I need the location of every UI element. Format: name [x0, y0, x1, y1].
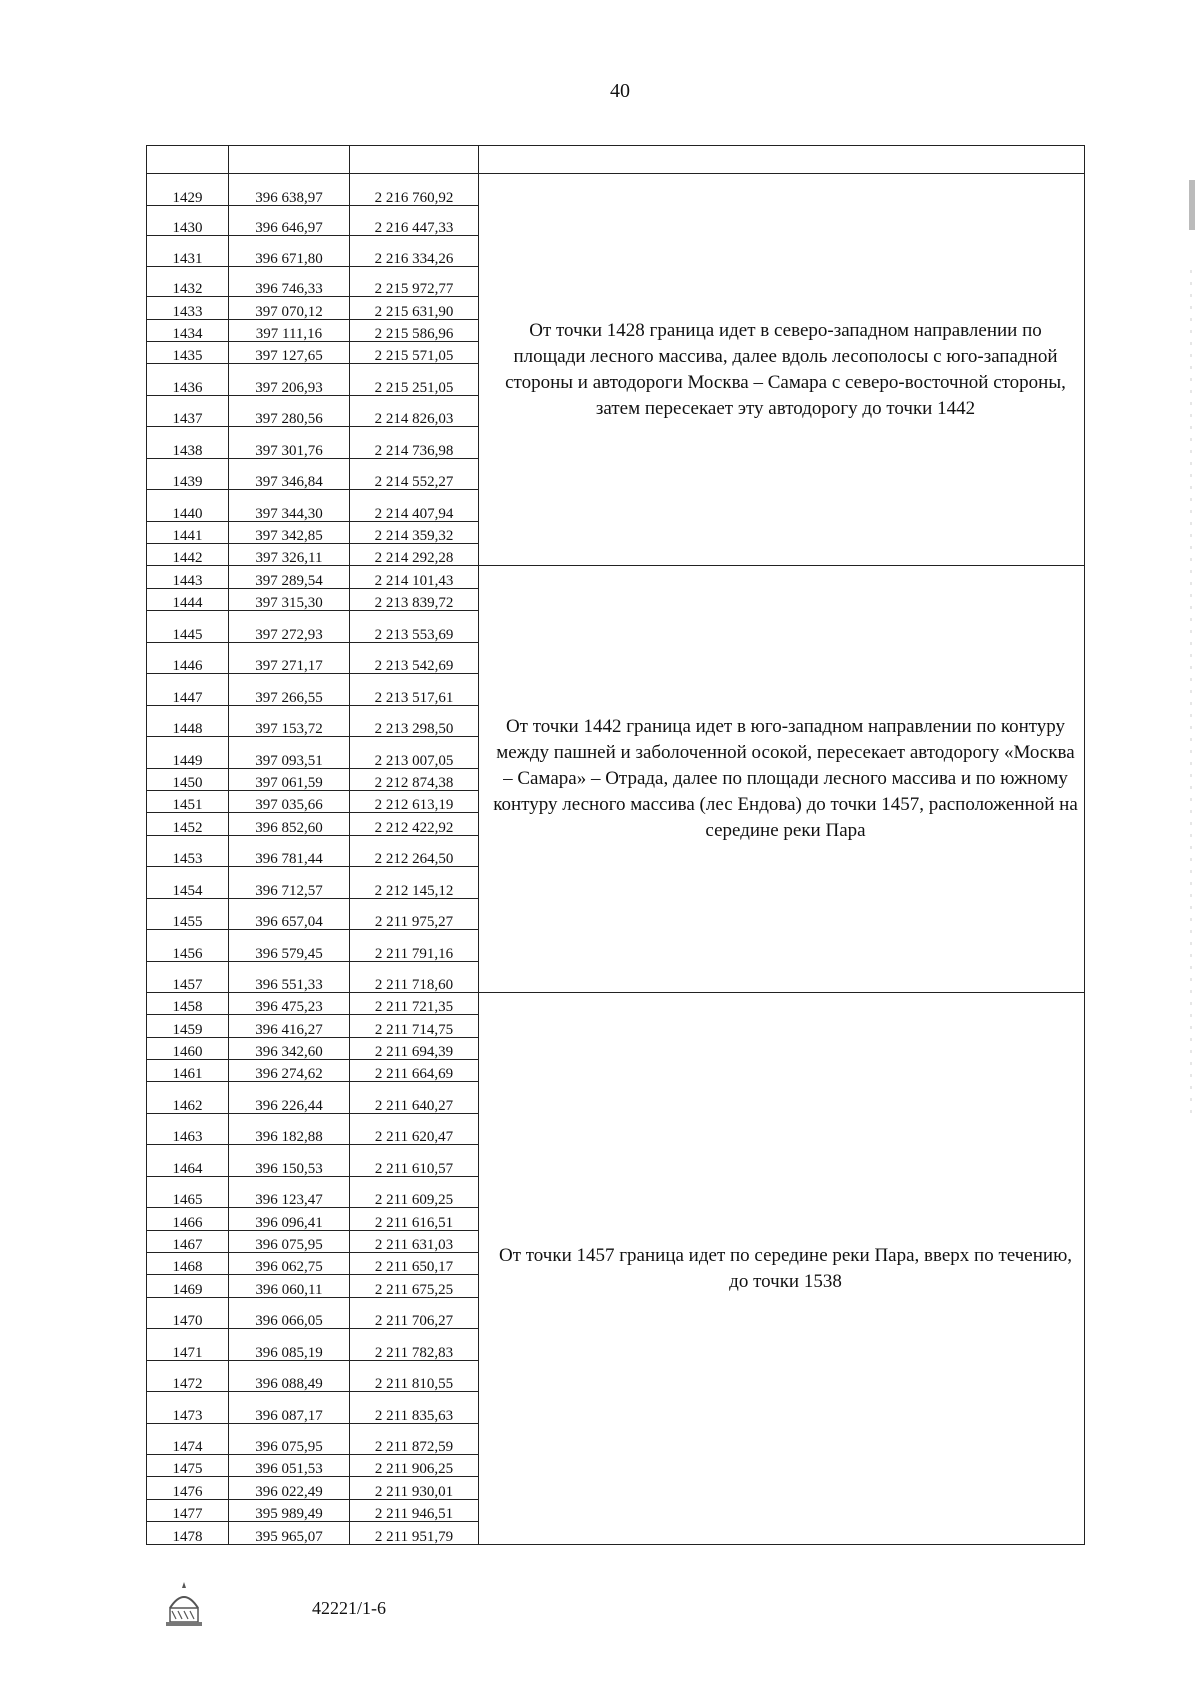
point-number-cell: 1475 [147, 1455, 229, 1477]
point-number-cell: 1447 [147, 674, 229, 705]
point-number-cell: 1432 [147, 266, 229, 296]
y-coordinate-cell: 2 213 007,05 [350, 737, 479, 768]
y-coordinate-cell: 2 211 650,17 [350, 1253, 479, 1275]
x-coordinate-cell: 396 088,49 [229, 1360, 350, 1391]
x-coordinate-cell: 397 127,65 [229, 342, 350, 364]
point-number-cell: 1452 [147, 813, 229, 835]
point-number-cell: 1444 [147, 588, 229, 610]
x-coordinate-cell: 397 301,76 [229, 427, 350, 458]
x-coordinate-cell: 396 022,49 [229, 1477, 350, 1499]
x-coordinate-cell: 396 075,95 [229, 1423, 350, 1454]
x-coordinate-cell: 396 087,17 [229, 1392, 350, 1423]
x-coordinate-cell: 397 344,30 [229, 490, 350, 521]
point-number-cell: 1476 [147, 1477, 229, 1499]
x-coordinate-cell: 396 062,75 [229, 1253, 350, 1275]
point-number-cell: 1449 [147, 737, 229, 768]
y-coordinate-cell: 2 213 553,69 [350, 611, 479, 642]
x-coordinate-cell: 396 671,80 [229, 236, 350, 266]
point-number-cell: 1441 [147, 521, 229, 543]
x-coordinate-cell: 396 075,95 [229, 1230, 350, 1252]
point-number-cell: 1468 [147, 1253, 229, 1275]
point-number-cell: 1443 [147, 566, 229, 588]
y-coordinate-cell: 2 214 101,43 [350, 566, 479, 588]
x-coordinate-cell: 397 206,93 [229, 364, 350, 395]
point-number-cell: 1437 [147, 395, 229, 426]
point-number-cell: 1474 [147, 1423, 229, 1454]
y-coordinate-cell: 2 211 694,39 [350, 1037, 479, 1059]
x-coordinate-cell: 397 093,51 [229, 737, 350, 768]
y-coordinate-cell: 2 211 640,27 [350, 1082, 479, 1113]
y-coordinate-cell: 2 215 631,90 [350, 297, 479, 319]
y-coordinate-cell: 2 211 620,47 [350, 1113, 479, 1144]
y-coordinate-cell: 2 213 542,69 [350, 642, 479, 673]
y-coordinate-cell: 2 211 951,79 [350, 1522, 479, 1545]
boundary-description-cell: От точки 1457 граница идет по середине реки Пара, вверх по течению, до точки 1538 [479, 993, 1085, 1545]
y-coordinate-cell: 2 211 675,25 [350, 1275, 479, 1297]
point-number-cell: 1453 [147, 835, 229, 866]
point-number-cell: 1448 [147, 705, 229, 736]
point-number-cell: 1450 [147, 768, 229, 790]
table-row [147, 993, 1085, 1015]
y-coordinate-cell: 2 215 586,96 [350, 319, 479, 341]
y-coordinate-cell: 2 216 447,33 [350, 205, 479, 235]
x-coordinate-cell: 396 123,47 [229, 1176, 350, 1207]
x-coordinate-cell: 396 096,41 [229, 1208, 350, 1230]
x-coordinate-cell: 396 226,44 [229, 1082, 350, 1113]
point-number-cell: 1429 [147, 174, 229, 205]
y-coordinate-cell: 2 211 718,60 [350, 961, 479, 992]
x-coordinate-cell: 396 646,97 [229, 205, 350, 235]
point-number-cell: 1454 [147, 867, 229, 898]
point-number-cell: 1436 [147, 364, 229, 395]
x-coordinate-cell: 396 638,97 [229, 174, 350, 205]
y-coordinate-cell: 2 213 298,50 [350, 705, 479, 736]
y-coordinate-cell: 2 214 407,94 [350, 490, 479, 521]
point-number-cell: 1466 [147, 1208, 229, 1230]
x-coordinate-cell: 397 111,16 [229, 319, 350, 341]
x-coordinate-cell: 396 712,57 [229, 867, 350, 898]
y-coordinate-cell: 2 211 631,03 [350, 1230, 479, 1252]
y-coordinate-cell: 2 214 359,32 [350, 521, 479, 543]
y-coordinate-cell: 2 211 835,63 [350, 1392, 479, 1423]
y-coordinate-cell: 2 213 839,72 [350, 588, 479, 610]
x-coordinate-cell: 397 153,72 [229, 705, 350, 736]
point-number-cell: 1477 [147, 1499, 229, 1521]
x-coordinate-cell: 396 475,23 [229, 993, 350, 1015]
point-number-cell: 1469 [147, 1275, 229, 1297]
boundary-description-cell: От точки 1442 граница идет в юго-западном направлении по контуру между пашней и заболоченной осокой, пересекает автодорогу «Москва – Самара» – Отрада, далее по площади лесного массива и по южному контуру лесного массива (лес Ендова) до точки 1457, расположенной на середине реки Пара [479, 566, 1085, 993]
point-number-cell: 1473 [147, 1392, 229, 1423]
y-coordinate-cell: 2 211 810,55 [350, 1360, 479, 1391]
point-number-cell: 1465 [147, 1176, 229, 1207]
point-number-cell: 1459 [147, 1015, 229, 1037]
point-number-cell: 1445 [147, 611, 229, 642]
point-number-cell: 1440 [147, 490, 229, 521]
point-number-cell: 1460 [147, 1037, 229, 1059]
y-coordinate-cell: 2 212 264,50 [350, 835, 479, 866]
y-coordinate-cell: 2 211 782,83 [350, 1329, 479, 1360]
x-coordinate-cell: 396 274,62 [229, 1060, 350, 1082]
y-coordinate-cell: 2 211 721,35 [350, 993, 479, 1015]
x-coordinate-cell: 397 342,85 [229, 521, 350, 543]
x-coordinate-cell: 396 085,19 [229, 1329, 350, 1360]
point-number-cell: 1446 [147, 642, 229, 673]
x-coordinate-cell: 397 280,56 [229, 395, 350, 426]
y-coordinate-cell: 2 216 334,26 [350, 236, 479, 266]
y-coordinate-cell: 2 213 517,61 [350, 674, 479, 705]
point-number-cell: 1462 [147, 1082, 229, 1113]
y-coordinate-cell: 2 211 975,27 [350, 898, 479, 929]
x-coordinate-cell: 396 051,53 [229, 1455, 350, 1477]
y-coordinate-cell: 2 214 736,98 [350, 427, 479, 458]
page-number: 40 [610, 80, 630, 102]
x-coordinate-cell: 397 061,59 [229, 768, 350, 790]
point-number-cell: 1478 [147, 1522, 229, 1545]
x-coordinate-cell: 396 182,88 [229, 1113, 350, 1144]
scan-edge-marks [1186, 120, 1196, 1620]
table-header-row [147, 146, 1085, 174]
x-coordinate-cell: 396 657,04 [229, 898, 350, 929]
y-coordinate-cell: 2 211 616,51 [350, 1208, 479, 1230]
x-coordinate-cell: 397 271,17 [229, 642, 350, 673]
x-coordinate-cell: 396 551,33 [229, 961, 350, 992]
x-coordinate-cell: 395 965,07 [229, 1522, 350, 1545]
point-number-cell: 1431 [147, 236, 229, 266]
x-coordinate-cell: 397 315,30 [229, 588, 350, 610]
x-coordinate-cell: 396 066,05 [229, 1297, 350, 1328]
x-coordinate-cell: 396 342,60 [229, 1037, 350, 1059]
x-coordinate-cell: 397 289,54 [229, 566, 350, 588]
x-coordinate-cell: 396 852,60 [229, 813, 350, 835]
point-number-cell: 1435 [147, 342, 229, 364]
point-number-cell: 1434 [147, 319, 229, 341]
y-coordinate-cell: 2 211 946,51 [350, 1499, 479, 1521]
point-number-cell: 1472 [147, 1360, 229, 1391]
y-coordinate-cell: 2 211 609,25 [350, 1176, 479, 1207]
point-number-cell: 1463 [147, 1113, 229, 1144]
y-coordinate-cell: 2 211 610,57 [350, 1145, 479, 1176]
point-number-cell: 1471 [147, 1329, 229, 1360]
y-coordinate-cell: 2 212 422,92 [350, 813, 479, 835]
point-number-cell: 1467 [147, 1230, 229, 1252]
x-coordinate-cell: 397 035,66 [229, 790, 350, 812]
x-coordinate-cell: 396 060,11 [229, 1275, 350, 1297]
y-coordinate-cell: 2 215 972,77 [350, 266, 479, 296]
boundary-description-cell: От точки 1428 граница идет в северо-западном направлении по площади лесного массива, далее вдоль лесополосы с юго-западной стороны и автодороги Москва – Самара с северо-восточной стороны, затем пересекает эту автодорогу до точки 1442 [479, 174, 1085, 566]
y-coordinate-cell: 2 211 872,59 [350, 1423, 479, 1454]
y-coordinate-cell: 2 211 706,27 [350, 1297, 479, 1328]
header-cell [479, 146, 1085, 174]
x-coordinate-cell: 397 346,84 [229, 458, 350, 489]
header-cell [229, 146, 350, 174]
x-coordinate-cell: 396 150,53 [229, 1145, 350, 1176]
y-coordinate-cell: 2 212 145,12 [350, 867, 479, 898]
x-coordinate-cell: 397 070,12 [229, 297, 350, 319]
point-number-cell: 1457 [147, 961, 229, 992]
point-number-cell: 1439 [147, 458, 229, 489]
notary-seal-icon [160, 1578, 208, 1634]
table-row [147, 566, 1085, 588]
x-coordinate-cell: 396 579,45 [229, 930, 350, 961]
header-cell [147, 146, 229, 174]
x-coordinate-cell: 397 266,55 [229, 674, 350, 705]
coordinates-table [146, 145, 1085, 1545]
point-number-cell: 1433 [147, 297, 229, 319]
y-coordinate-cell: 2 211 930,01 [350, 1477, 479, 1499]
y-coordinate-cell: 2 212 874,38 [350, 768, 479, 790]
point-number-cell: 1442 [147, 544, 229, 566]
y-coordinate-cell: 2 215 571,05 [350, 342, 479, 364]
point-number-cell: 1470 [147, 1297, 229, 1328]
x-coordinate-cell: 396 416,27 [229, 1015, 350, 1037]
y-coordinate-cell: 2 216 760,92 [350, 174, 479, 205]
y-coordinate-cell: 2 211 906,25 [350, 1455, 479, 1477]
y-coordinate-cell: 2 211 664,69 [350, 1060, 479, 1082]
point-number-cell: 1455 [147, 898, 229, 929]
x-coordinate-cell: 395 989,49 [229, 1499, 350, 1521]
x-coordinate-cell: 397 272,93 [229, 611, 350, 642]
point-number-cell: 1438 [147, 427, 229, 458]
point-number-cell: 1458 [147, 993, 229, 1015]
point-number-cell: 1464 [147, 1145, 229, 1176]
y-coordinate-cell: 2 215 251,05 [350, 364, 479, 395]
header-cell [350, 146, 479, 174]
y-coordinate-cell: 2 214 826,03 [350, 395, 479, 426]
document-code: 42221/1-6 [312, 1598, 386, 1618]
x-coordinate-cell: 397 326,11 [229, 544, 350, 566]
y-coordinate-cell: 2 214 292,28 [350, 544, 479, 566]
y-coordinate-cell: 2 211 714,75 [350, 1015, 479, 1037]
y-coordinate-cell: 2 214 552,27 [350, 458, 479, 489]
x-coordinate-cell: 396 746,33 [229, 266, 350, 296]
point-number-cell: 1461 [147, 1060, 229, 1082]
table-row [147, 174, 1085, 205]
y-coordinate-cell: 2 211 791,16 [350, 930, 479, 961]
point-number-cell: 1430 [147, 205, 229, 235]
point-number-cell: 1451 [147, 790, 229, 812]
x-coordinate-cell: 396 781,44 [229, 835, 350, 866]
y-coordinate-cell: 2 212 613,19 [350, 790, 479, 812]
point-number-cell: 1456 [147, 930, 229, 961]
